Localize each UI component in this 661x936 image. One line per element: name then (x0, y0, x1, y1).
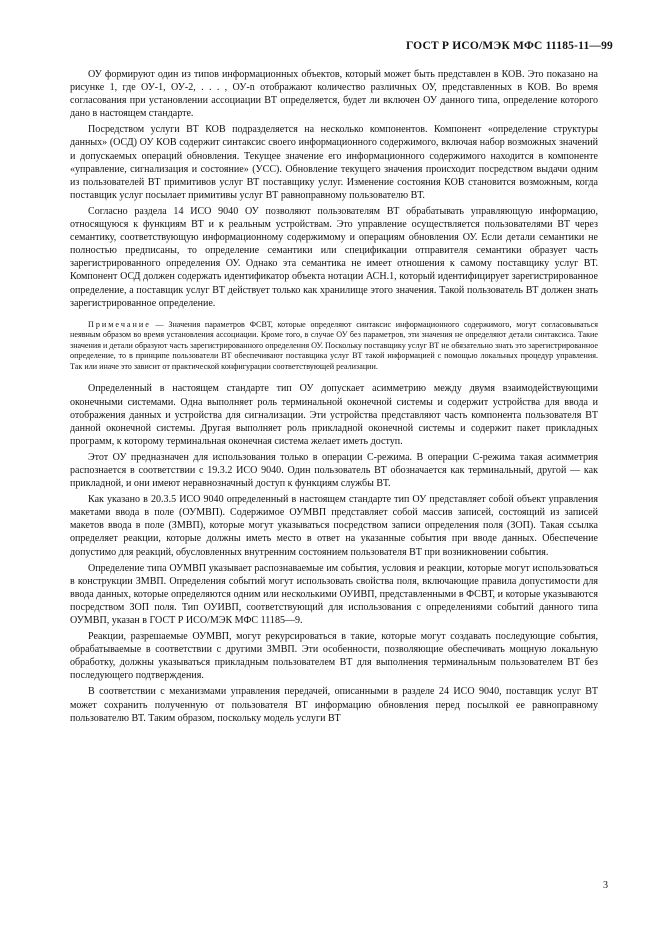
note-text: — Значения параметров ФСВТ, которые определяют синтаксис информационного содержимого, могут согласовываться неявным образом во время установления ассоциации. Кроме того, в случае ОУ без параметров, эти значения не определяют детали синтаксиса. Такие значения и детали образуют часть зарегистрированного определения ОУ. Поскольку поставщику услуг ВТ не обязательно знать это зарегистрированное определение, то в принципе пользователи ВТ обеспечивают поставщика услуг ВТ такой информацией с помощью локальных процедур управления. Так или иначе это зависит от практической конфигурации соответствующей реализации. (70, 319, 598, 371)
page-header-title: ГОСТ Р ИСО/МЭК МФС 11185-11—99 (405, 40, 613, 52)
note-block (70, 320, 598, 373)
paragraph: В соответствии с механизмами управления передачей, описанными в разделе 24 ИСО 9040, поставщик услуг ВТ может сохранить полученную от пользователя ВТ информацию обновления перед посылкой ее равноправному пользователю ВТ. Таким образом, поскольку модель услуги ВТ (70, 686, 598, 724)
paragraph: ОУ формируют один из типов информационных объектов, который может быть представлен в КОВ. Это показано на рисунке 1, где ОУ-1, ОУ-2, . . . , ОУ-n отображают количество различных ОУ, представленных в КОВ. Во время согласования при установлении ассоциации ВТ определяется, будет ли включен ОУ данного типа, определение которого дано в настоящем стандарте. (70, 69, 598, 120)
note-label: Примечание (88, 319, 151, 329)
paragraph: Реакции, разрешаемые ОУМВП, могут рекурсироваться в такие, которые могут создавать последующие события, обрабатываемые в соответствии с другими ЗМВП. Эти особенности, позволяющие обеспечивать мощную локальную обработку, должны указываться прикладным пользователем ВТ для выполнения терминальным пользователем ВТ без последующего подтверждения. (70, 631, 598, 682)
paragraph: Согласно раздела 14 ИСО 9040 ОУ позволяют пользователям ВТ обрабатывать управляющую информацию, относящуюся к функциям ВТ и к реальным устройствам. Это управление осуществляется пользователями ВТ через семантику, соответствующую информационному содержимому и операциям обновления ОУ. Если детали семантики не полностью предписаны, то определение семантики или спецификации отправителя семантики образует часть зарегистрированного определения ОУ. Однако эта семантика не имеет отношения к самому поставщику услуг ВТ. Компонент ОСД должен содержать идентификатор объекта нотации АСН.1, который идентифицирует зарегистрированное определение, а поставщик услуг ВТ действует только как хранилище этого значения. Такой пользователь ВТ должен знать зарегистрированное определение. (70, 205, 598, 309)
paragraph: Определенный в настоящем стандарте тип ОУ допускает асимметрию между двумя взаимодействующими оконечными системами. Одна выполняет роль терминальной оконечной системы и содержит устройства для ввода и отображения данных и устройства для сигнализации. Эти устройства представляют часть компонента пользователя ВТ данной оконечной системы. Другая выполняет роль прикладной оконечной системы и содержит пакет прикладных программ, к которому терминальная оконечная система желает иметь доступ. (70, 383, 598, 447)
paragraph: Этот ОУ предназначен для использования только в операции С-режима. В операции С-режима такая асимметрия распознается в соответствии с 19.3.2 ИСО 9040. Один пользователь ВТ обозначается как терминальный, другой — как прикладной, и они имеют неравнозначный доступ к функциям службы ВТ. (70, 451, 598, 490)
paragraph: Посредством услуги ВТ КОВ подразделяется на несколько компонентов. Компонент «определение структуры данных» (ОСД) ОУ КОВ содержит синтаксис своего информационного содержимого, включая набор возможных значений и допускаемых операций обновления. Текущее значение его информационного содержимого находится в компоненте «управление, сигнализация и состояние» (УСС). Обновление текущего значения происходит посредством выдачи одним из пользователей ВТ примитивов услуг ВТ поставщику услуг. Изменение состояния КОВ становится возможным, когда поставщик услуг посылает примитивы услуг ВТ равноправному пользователю ВТ. (70, 124, 598, 201)
paragraph: Как указано в 20.3.5 ИСО 9040 определенный в настоящем стандарте тип ОУ представляет собой объект управления макетами ввода в поле (ОУМВП). Содержимое ОУМВП представляет собой массив записей, состоящий из записей макетов ввода в поле (ЗМВП), которые могут указываться посредством записи определения поля (ЗОП). Такая ссылка определяет реакции, которые должны иметь место в ответ на указанные события при вводе данных. Обеспечение допустимо для реакций, обусловленных внутренним состоянием пользователя ВТ при возникновении события. (70, 494, 598, 558)
page-content (70, 68, 598, 725)
page-number: 3 (603, 880, 608, 891)
paragraph: Определение типа ОУМВП указывает распознаваемые им события, условия и реакции, которые могут использоваться в конструкции ЗМВП. Определения событий могут использовать свойства поля, включающие правила допустимости для ввода данных, которые определяются одним или несколькими ОУИВП, представленными в ФСВТ, и которые указываются посредством ЗОП поля. Тип ОУИВП, соответствующий для использования с определениями событий данного типа ОУМВП, указан в ГОСТ Р ИСО/МЭК МФС 11185—9. (70, 562, 598, 627)
